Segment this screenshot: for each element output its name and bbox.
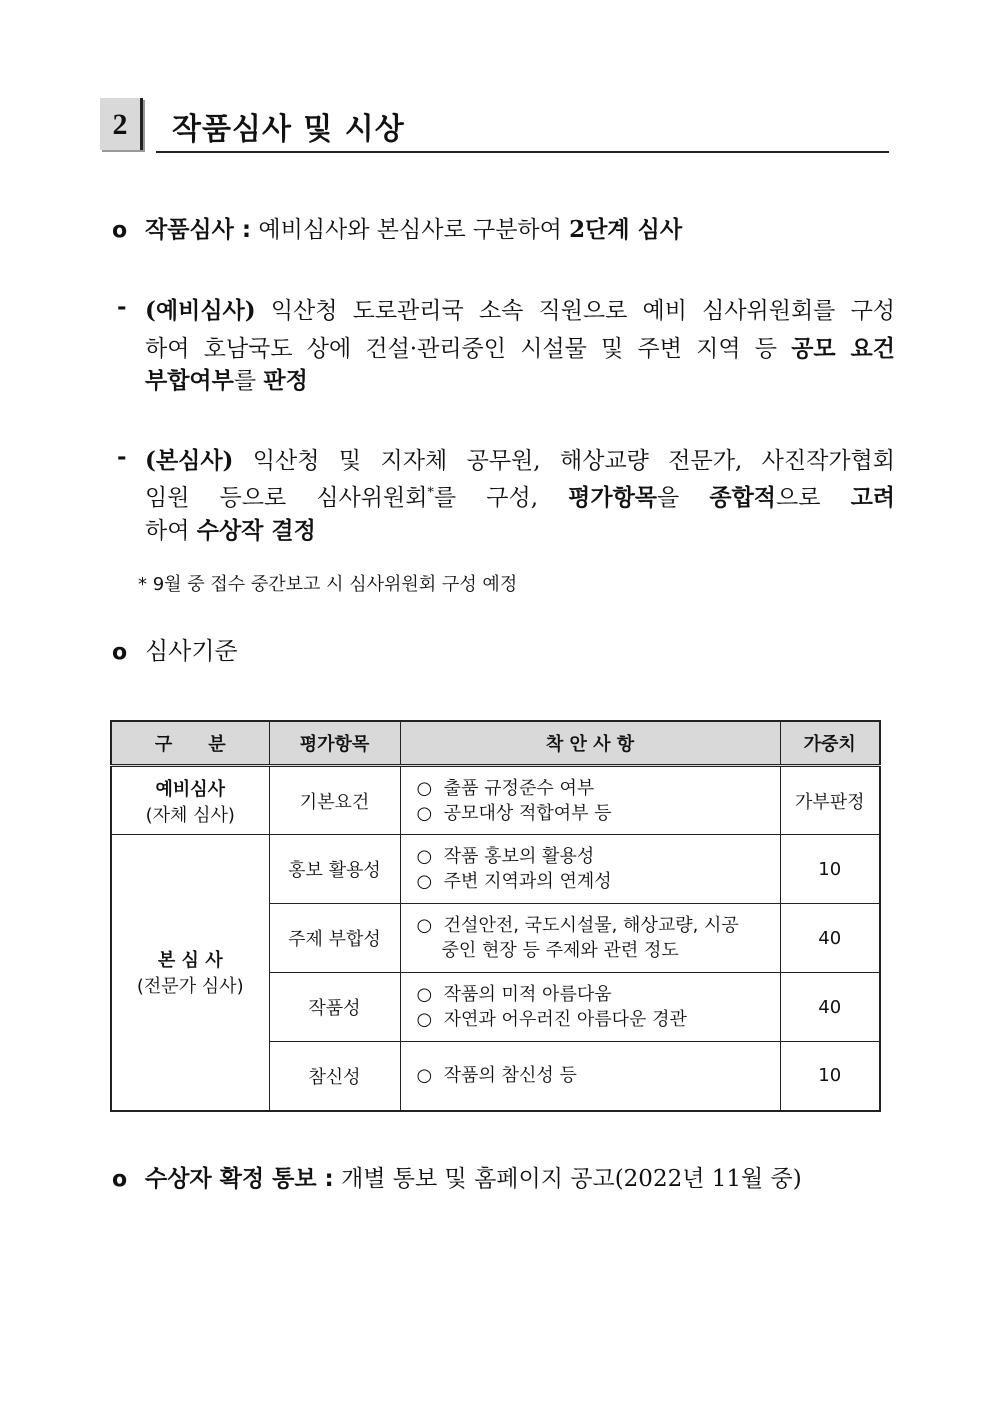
weight-cell: 40 bbox=[780, 904, 880, 973]
main-tag: (본심사) bbox=[145, 447, 234, 474]
point-bullet-icon: ○ bbox=[416, 1009, 433, 1030]
point-text: 작품의 참신성 등 bbox=[443, 1065, 577, 1087]
section-number: 2 bbox=[100, 98, 143, 150]
prelim-category-cell bbox=[111, 766, 269, 835]
criteria-heading: 심사기준 bbox=[145, 637, 238, 665]
bullet-icon: ο bbox=[112, 1167, 128, 1192]
prelim-line2-bold: 공모 요건 bbox=[791, 335, 895, 362]
point-bullet-icon: ○ bbox=[416, 915, 433, 936]
judging-label: 작품심사 : bbox=[145, 217, 252, 243]
main-category-cell bbox=[111, 835, 269, 1111]
judging-emphasis: 2단계 심사 bbox=[569, 216, 683, 243]
item-cell: 작품성 bbox=[269, 973, 400, 1042]
item-cell: 참신성 bbox=[269, 1042, 400, 1111]
prelim-line-2 bbox=[145, 330, 895, 363]
main-line2-bold2: 종합적 bbox=[709, 484, 777, 511]
header-points: 착 안 사 항 bbox=[400, 721, 780, 766]
prelim-tag: (예비심사) bbox=[145, 297, 256, 324]
section-underline bbox=[156, 151, 889, 153]
item-cell: 주제 부합성 bbox=[269, 904, 400, 973]
prelim-line3-text: 를 bbox=[233, 368, 257, 394]
point-text: 중인 현장 등 주제와 관련 정도 bbox=[441, 940, 679, 961]
main-line2-c: 을 bbox=[657, 485, 680, 511]
main-line1-text: 익산청 및 지자체 공무원, 해상교량 전문가, 사진작가협회 bbox=[252, 448, 895, 474]
judging-text: 예비심사와 본심사로 구분하여 bbox=[258, 217, 562, 243]
dash-icon: - bbox=[117, 443, 127, 470]
point-bullet-icon: ○ bbox=[416, 1065, 433, 1087]
header-category: 구 분 bbox=[111, 721, 269, 766]
main-category-sub: (전문가 심사) bbox=[136, 976, 244, 998]
item-cell: 홍보 활용성 bbox=[269, 835, 400, 904]
notify-line bbox=[145, 1164, 802, 1194]
point-bullet-icon: ○ bbox=[416, 802, 433, 824]
points-cell bbox=[400, 973, 780, 1042]
point-bullet-icon: ○ bbox=[416, 871, 433, 892]
main-line-2 bbox=[145, 479, 895, 512]
prelim-line-1 bbox=[145, 292, 895, 325]
points-cell bbox=[400, 904, 780, 973]
item-cell: 기본요건 bbox=[269, 766, 400, 835]
notify-text: 개별 통보 및 홈페이지 공고(2022년 11월 중) bbox=[341, 1166, 802, 1192]
point-text: 건설안전, 국도시설물, 해상교량, 시공 bbox=[443, 915, 739, 936]
prelim-line3-bold1: 부합여부 bbox=[145, 367, 234, 394]
main-line2-a: 임원 등으로 심사위원회 bbox=[145, 485, 428, 511]
prelim-line2-text: 하여 호남국도 상에 건설·관리중인 시설물 및 주변 지역 등 bbox=[145, 336, 777, 362]
weight-cell: 40 bbox=[780, 973, 880, 1042]
weight-cell: 가부판정 bbox=[780, 766, 880, 835]
main-line3-bold: 수상작 결정 bbox=[196, 517, 316, 544]
header-weight: 가중치 bbox=[780, 721, 880, 766]
point-bullet-icon: ○ bbox=[416, 846, 433, 867]
bullet-icon: ο bbox=[112, 640, 128, 665]
table-row bbox=[111, 835, 880, 904]
points-cell bbox=[400, 835, 780, 904]
points-cell bbox=[400, 1042, 780, 1111]
prelim-line-3 bbox=[145, 366, 308, 396]
main-line-1 bbox=[145, 442, 895, 475]
footnote: * 9월 중 접수 중간보고 시 심사위원회 구성 예정 bbox=[138, 574, 518, 595]
section-title: 작품심사 및 시상 bbox=[172, 112, 405, 147]
points-cell bbox=[400, 766, 780, 835]
footnote-marker: * bbox=[427, 485, 434, 501]
weight-cell: 10 bbox=[780, 1042, 880, 1111]
main-line2-bold3: 고려 bbox=[850, 484, 896, 511]
criteria-table bbox=[110, 720, 881, 1112]
main-line2-bold1: 평가항목 bbox=[568, 484, 658, 511]
dash-icon: - bbox=[117, 293, 127, 320]
point-text: 작품의 미적 아름다움 bbox=[443, 984, 612, 1005]
header-item: 평가항목 bbox=[269, 721, 400, 766]
prelim-category: 예비심사 bbox=[155, 778, 226, 800]
point-text: 공모대상 적합여부 등 bbox=[443, 802, 612, 824]
prelim-category-sub: (자체 심사) bbox=[145, 804, 235, 826]
point-text: 출품 규정준수 여부 bbox=[443, 777, 595, 799]
point-text: 자연과 어우러진 아름다운 경관 bbox=[443, 1009, 687, 1030]
judging-line bbox=[145, 215, 682, 245]
main-line-3 bbox=[145, 516, 316, 546]
main-category: 본 심 사 bbox=[157, 950, 223, 972]
table-header-row bbox=[111, 721, 880, 766]
point-bullet-icon: ○ bbox=[416, 777, 433, 799]
prelim-line1-text: 익산청 도로관리국 소속 직원으로 예비 심사위원회를 구성 bbox=[270, 298, 896, 324]
main-line2-d: 으로 bbox=[776, 485, 821, 511]
weight-cell: 10 bbox=[780, 835, 880, 904]
bullet-icon: ο bbox=[112, 218, 128, 243]
point-text: 주변 지역과의 연계성 bbox=[443, 871, 612, 892]
point-text: 작품 홍보의 활용성 bbox=[443, 846, 595, 867]
table-row bbox=[111, 766, 880, 835]
main-line2-b: 를 구성, bbox=[433, 485, 539, 511]
notify-label: 수상자 확정 통보 : bbox=[145, 1166, 334, 1192]
prelim-line3-bold2: 판정 bbox=[263, 367, 308, 394]
point-bullet-icon: ○ bbox=[416, 984, 433, 1005]
main-line3-text: 하여 bbox=[145, 518, 190, 544]
